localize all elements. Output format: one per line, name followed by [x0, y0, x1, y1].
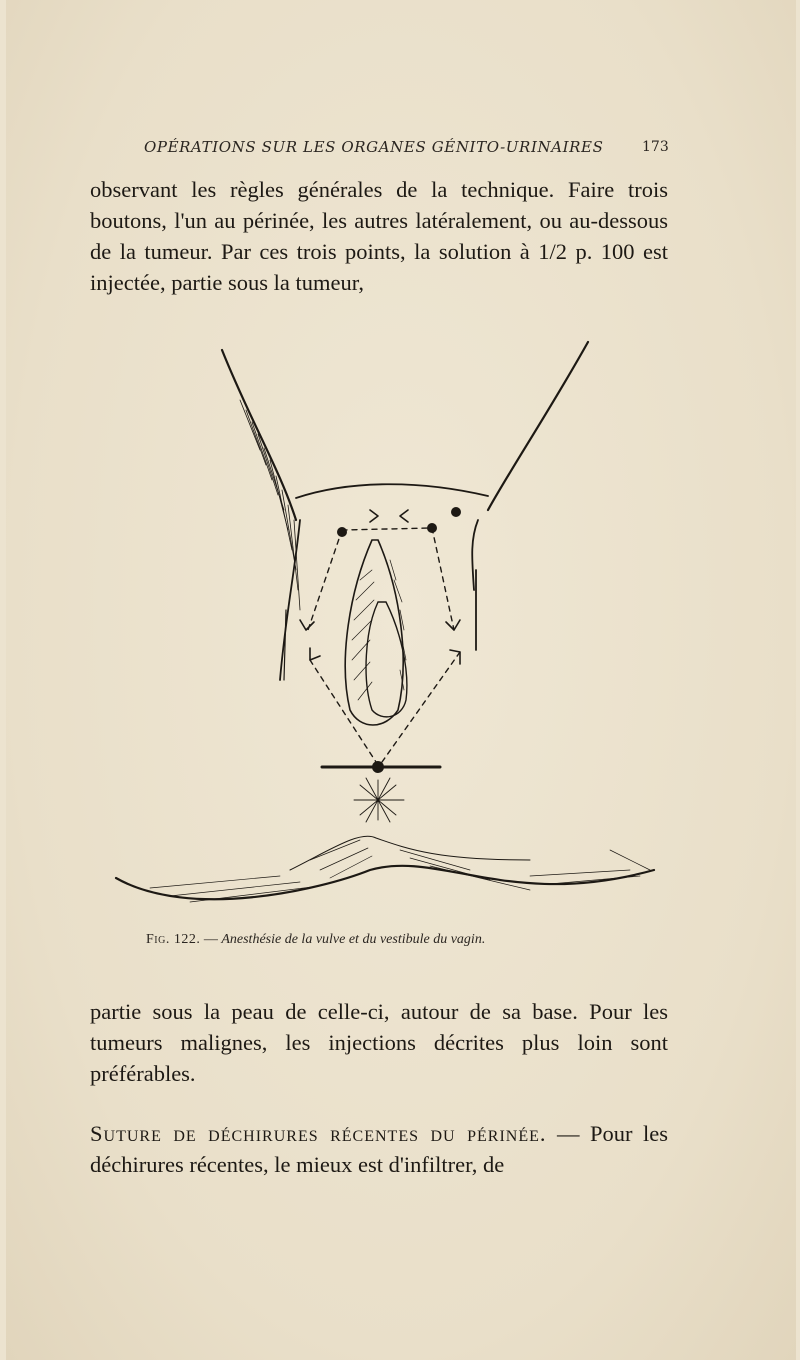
- buttocks-hatching: [150, 840, 650, 902]
- running-head: OPÉRATIONS SUR LES ORGANES GÉNITO-URINAIRES: [144, 138, 604, 156]
- paragraph-top: observant les règles générales de la technique. Faire trois boutons, l'un au périnée, les autres latéralement, ou au-dessous de la tumeur. Par ces trois points, la solution à 1/2 p. 100 est injectée, partie sous la tumeur,: [90, 177, 668, 295]
- figure-122-illustration: [110, 330, 670, 930]
- section-heading: Suture de déchirures récentes du périnée.: [90, 1121, 547, 1146]
- heading-dash: —: [546, 1121, 580, 1146]
- left-thigh-outline: [222, 350, 296, 520]
- caption-separator: —: [200, 932, 222, 947]
- vulva-outline: [345, 540, 403, 725]
- figure-caption: [146, 932, 666, 948]
- right-thigh-outline: [488, 342, 588, 510]
- injection-point-left: [337, 527, 347, 537]
- injection-point-center: [427, 523, 437, 533]
- pubic-line: [296, 484, 488, 498]
- book-page: [6, 0, 796, 1360]
- injection-point-right: [451, 507, 461, 517]
- injection-point-perineum: [372, 761, 384, 773]
- injection-arrows: [300, 510, 460, 664]
- buttocks-outline: [116, 866, 654, 899]
- figure-title: Anesthésie de la vulve et du vestibule du vagin.: [221, 932, 486, 947]
- injection-paths: [308, 528, 460, 762]
- paragraph-suture: [90, 1118, 668, 1180]
- left-outer-labium: [280, 520, 300, 680]
- page-number: 173: [642, 139, 669, 155]
- figure-number: Fig. 122.: [146, 932, 201, 947]
- section-body: Pour les déchirures récentes, le mieux est d'infiltrer, de: [90, 1121, 669, 1177]
- paragraph-middle: partie sous la peau de celle-ci, autour de sa base. Pour les tumeurs malignes, les injections décrites plus loin sont préférables.: [90, 999, 668, 1086]
- anus-hatching: [354, 778, 404, 822]
